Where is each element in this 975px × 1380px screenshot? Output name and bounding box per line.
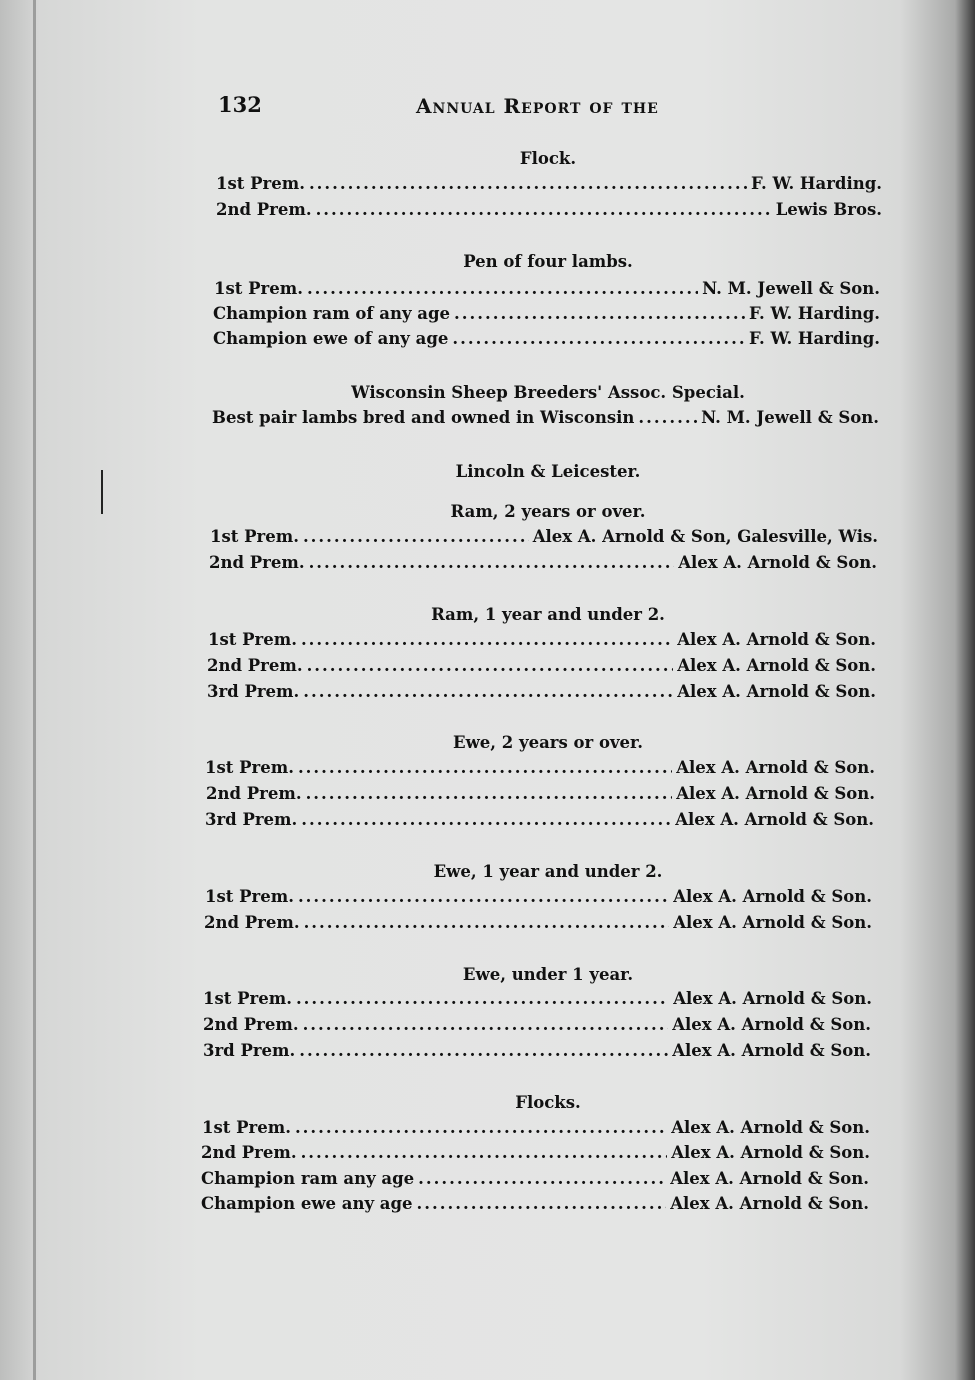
winner-name: Alex A. Arnold & Son. bbox=[670, 1169, 869, 1188]
award-entry bbox=[212, 408, 879, 430]
dot-leader bbox=[299, 1041, 668, 1060]
award-name: 2nd Prem. bbox=[206, 784, 302, 803]
winner-name: Alex A. Arnold & Son. bbox=[672, 1041, 871, 1060]
award-name: Champion ram of any age bbox=[213, 304, 451, 323]
award-entry bbox=[203, 989, 872, 1011]
award-entry bbox=[208, 630, 876, 652]
section-title: Lincoln & Leicester. bbox=[455, 462, 641, 481]
award-entry bbox=[201, 1169, 869, 1191]
winner-name: Alex A. Arnold & Son. bbox=[676, 758, 875, 777]
dot-leader bbox=[309, 174, 747, 193]
award-name: 1st Prem. bbox=[205, 887, 294, 906]
award-name: 2nd Prem. bbox=[203, 1015, 299, 1034]
dot-leader bbox=[638, 408, 697, 427]
dot-leader bbox=[309, 553, 675, 572]
award-name: 1st Prem. bbox=[214, 279, 303, 298]
award-entry bbox=[216, 174, 882, 196]
award-name: Best pair lambs bred and owned in Wisconsin bbox=[212, 408, 635, 427]
dot-leader bbox=[418, 1169, 666, 1188]
dot-leader bbox=[307, 656, 674, 675]
dot-leader bbox=[298, 758, 672, 777]
award-name: 2nd Prem. bbox=[216, 200, 312, 219]
winner-name: F. W. Harding. bbox=[748, 329, 880, 348]
winner-name: Alex A. Arnold & Son. bbox=[678, 553, 877, 572]
award-entry bbox=[201, 1143, 870, 1165]
section-title: Ewe, under 1 year. bbox=[462, 965, 634, 984]
section-title: Flock. bbox=[519, 149, 577, 168]
section-title: Flocks. bbox=[515, 1093, 581, 1112]
dot-leader bbox=[301, 810, 671, 829]
award-name: 1st Prem. bbox=[205, 758, 294, 777]
winner-name: Alex A. Arnold & Son. bbox=[676, 784, 875, 803]
award-name: 3rd Prem. bbox=[205, 810, 298, 829]
winner-name: Alex A. Arnold & Son. bbox=[670, 1194, 869, 1213]
award-entry bbox=[214, 279, 880, 301]
award-name: 1st Prem. bbox=[202, 1118, 291, 1137]
winner-name: Alex A. Arnold & Son. bbox=[677, 682, 876, 701]
award-entry bbox=[216, 200, 882, 222]
award-entry bbox=[203, 1015, 871, 1037]
award-name: 3rd Prem. bbox=[207, 682, 300, 701]
section-title: Ewe, 1 year and under 2. bbox=[433, 862, 663, 881]
dot-leader bbox=[298, 887, 669, 906]
award-entry bbox=[209, 553, 877, 575]
award-name: Champion ewe any age bbox=[201, 1194, 413, 1213]
dot-leader bbox=[306, 784, 673, 803]
award-entry bbox=[201, 1194, 869, 1216]
award-name: Champion ewe of any age bbox=[213, 329, 449, 348]
award-entry bbox=[203, 1041, 871, 1063]
award-name: 3rd Prem. bbox=[203, 1041, 296, 1060]
winner-name: Alex A. Arnold & Son. bbox=[675, 810, 874, 829]
award-name: 1st Prem. bbox=[203, 989, 292, 1008]
dot-leader bbox=[304, 913, 670, 932]
award-entry bbox=[213, 304, 880, 326]
award-name: 2nd Prem. bbox=[207, 656, 303, 675]
dot-leader bbox=[301, 1143, 668, 1162]
winner-name: F. W. Harding. bbox=[750, 174, 882, 193]
award-entry bbox=[207, 682, 876, 704]
dot-leader bbox=[417, 1194, 667, 1213]
dot-leader bbox=[316, 200, 772, 219]
award-name: 1st Prem. bbox=[210, 527, 299, 546]
award-entry bbox=[210, 527, 878, 549]
winner-name: Alex A. Arnold & Son, Galesville, Wis. bbox=[532, 527, 878, 546]
award-entry bbox=[207, 656, 876, 678]
dot-leader bbox=[452, 329, 745, 348]
dot-leader bbox=[301, 630, 673, 649]
winner-name: Alex A. Arnold & Son. bbox=[677, 656, 876, 675]
award-entry bbox=[213, 329, 880, 351]
section-title: Ewe, 2 years or over. bbox=[453, 733, 643, 752]
award-entry bbox=[204, 913, 872, 935]
award-name: 2nd Prem. bbox=[209, 553, 305, 572]
section-title: Wisconsin Sheep Breeders' Assoc. Special. bbox=[351, 383, 745, 402]
award-name: 2nd Prem. bbox=[201, 1143, 297, 1162]
dot-leader bbox=[307, 279, 698, 298]
dot-leader bbox=[296, 989, 669, 1008]
winner-name: F. W. Harding. bbox=[748, 304, 880, 323]
dot-leader bbox=[303, 1015, 669, 1034]
winner-name: Alex A. Arnold & Son. bbox=[672, 1015, 871, 1034]
award-entry bbox=[205, 887, 872, 909]
section-title: Ram, 2 years or over. bbox=[450, 502, 646, 521]
winner-name: Alex A. Arnold & Son. bbox=[673, 913, 872, 932]
award-name: 1st Prem. bbox=[216, 174, 305, 193]
winner-name: N. M. Jewell & Son. bbox=[701, 408, 879, 427]
winner-name: Alex A. Arnold & Son. bbox=[671, 1143, 870, 1162]
award-entry bbox=[205, 810, 874, 832]
winner-name: Lewis Bros. bbox=[775, 200, 882, 219]
award-entry bbox=[205, 758, 875, 780]
award-entry bbox=[206, 784, 875, 806]
award-name: Champion ram any age bbox=[201, 1169, 415, 1188]
winner-name: Alex A. Arnold & Son. bbox=[673, 887, 872, 906]
award-name: 1st Prem. bbox=[208, 630, 297, 649]
winner-name: Alex A. Arnold & Son. bbox=[671, 1118, 870, 1137]
dot-leader bbox=[295, 1118, 667, 1137]
dot-leader bbox=[454, 304, 745, 323]
winner-name: Alex A. Arnold & Son. bbox=[673, 989, 872, 1008]
dot-leader bbox=[303, 682, 673, 701]
page-number: 132 bbox=[218, 92, 262, 117]
section-title: Ram, 1 year and under 2. bbox=[431, 605, 665, 624]
dot-leader bbox=[303, 527, 529, 546]
winner-name: Alex A. Arnold & Son. bbox=[677, 630, 876, 649]
winner-name: N. M. Jewell & Son. bbox=[702, 279, 880, 298]
running-head: Annual Report of the bbox=[416, 94, 659, 118]
section-title: Pen of four lambs. bbox=[463, 252, 633, 271]
award-name: 2nd Prem. bbox=[204, 913, 300, 932]
award-entry bbox=[202, 1118, 870, 1140]
